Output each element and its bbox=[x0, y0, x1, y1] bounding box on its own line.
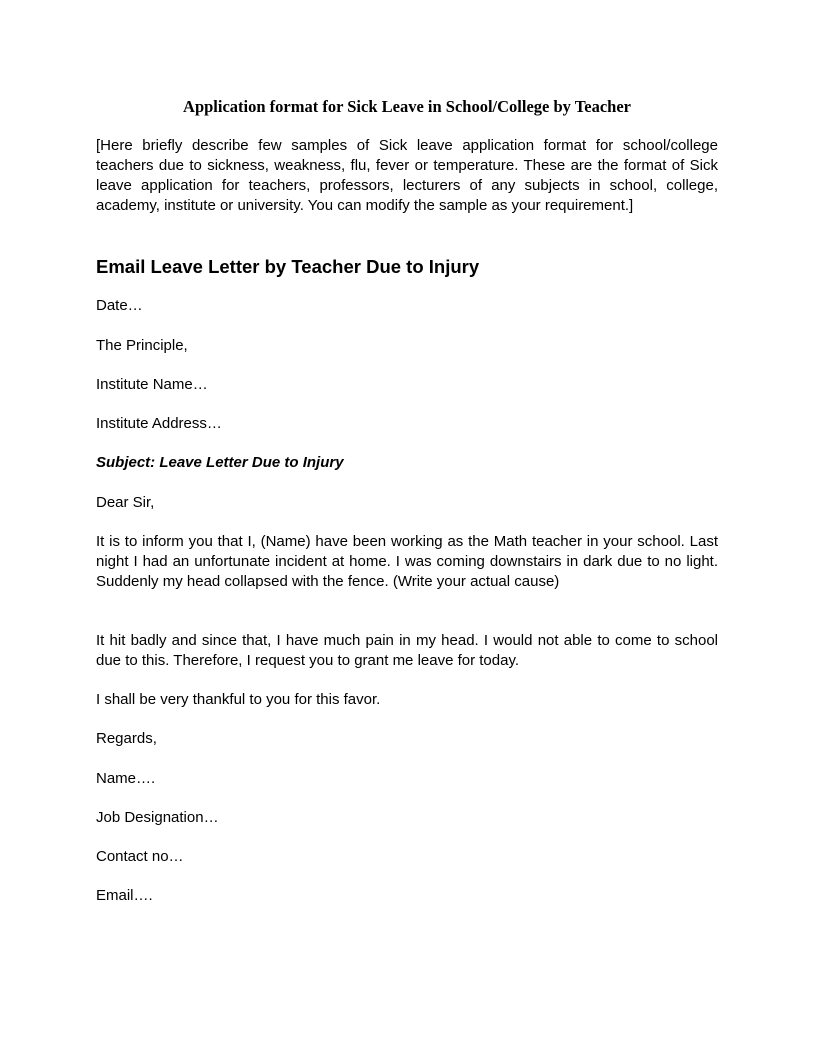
name-line: Name…. bbox=[96, 770, 156, 787]
recipient-line: The Principle, bbox=[96, 337, 188, 354]
job-designation-line: Job Designation… bbox=[96, 809, 219, 826]
email-line: Email…. bbox=[96, 887, 153, 904]
intro-paragraph: [Here briefly describe few samples of Sick leave application format for school/college teachers due to sickness, weakness, flu, fever or temperature. These are the format of Sick leave application for teachers, professors, lecturers of any subjects in school, college, academy, institute or university. You can modify the sample as your requirement.] bbox=[96, 137, 718, 214]
regards-line: Regards, bbox=[96, 730, 157, 747]
closing-line: I shall be very thankful to you for this favor. bbox=[96, 691, 381, 708]
body-paragraph-1: It is to inform you that I, (Name) have been working as the Math teacher in your school. Last night I had an unfortunate incident at home. I was coming downstairs in dark due to no light. Suddenly my head collapsed with the fence. (Write your actual cause) bbox=[96, 533, 718, 590]
subject-line: Subject: Leave Letter Due to Injury bbox=[96, 454, 344, 471]
document-title: Application format for Sick Leave in School/College by Teacher bbox=[183, 97, 631, 116]
institute-name-line: Institute Name… bbox=[96, 376, 208, 393]
letter-heading: Email Leave Letter by Teacher Due to Injury bbox=[96, 256, 480, 277]
salutation-line: Dear Sir, bbox=[96, 494, 155, 511]
body-paragraph-2: It hit badly and since that, I have much pain in my head. I would not able to come to school due to this. Therefore, I request you to grant me leave for today. bbox=[96, 632, 718, 669]
date-line: Date… bbox=[96, 297, 143, 314]
institute-address-line: Institute Address… bbox=[96, 415, 222, 432]
contact-line: Contact no… bbox=[96, 848, 184, 865]
